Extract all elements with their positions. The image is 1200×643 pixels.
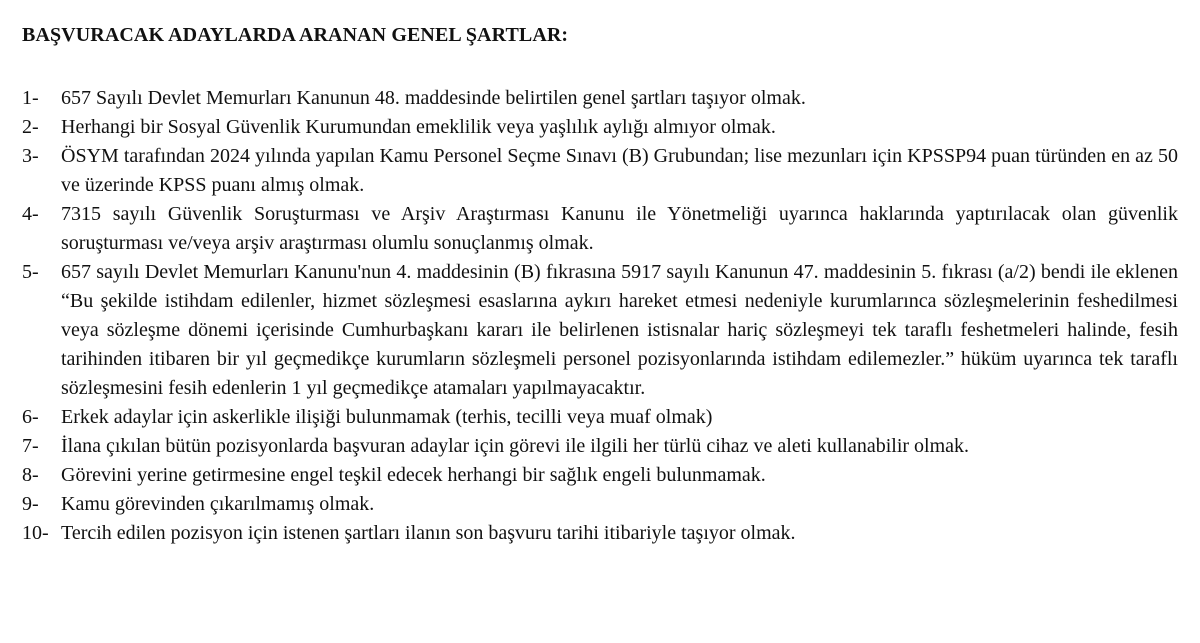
document-heading: BAŞVURACAK ADAYLARDA ARANAN GENEL ŞARTLAR: (22, 24, 569, 46)
item-text: Görevini yerine getirmesine engel teşkil edecek herhangi bir sağlık engeli bulunmamak. (61, 464, 766, 486)
item-number: 4- (22, 203, 39, 225)
item-text: 7315 sayılı Güvenlik Soruşturması ve Arşiv Araştırması Kanunu ile Yönetmeliği uyarınca haklarında yaptırılacak olan güvenlik soruşturması ve/veya arşiv araştırması olumlu sonuçlanmış olmak. (61, 203, 1178, 254)
item-number: 6- (22, 406, 39, 428)
list-item (22, 490, 1178, 519)
item-number: 5- (22, 261, 39, 283)
item-text: Tercih edilen pozisyon için istenen şartları ilanın son başvuru tarihi itibariyle taşıyor olmak. (61, 522, 796, 544)
item-number: 9- (22, 493, 39, 515)
item-text: ÖSYM tarafından 2024 yılında yapılan Kamu Personel Seçme Sınavı (B) Grubundan; lise mezunları için KPSSP94 puan türünden en az 50 ve üzerinde KPSS puanı almış olmak. (61, 145, 1178, 196)
list-item (22, 113, 1178, 142)
item-text: Erkek adaylar için askerlikle ilişiği bulunmamak (terhis, tecilli veya muaf olmak) (61, 406, 713, 428)
list-item (22, 84, 1178, 113)
list-item (22, 461, 1178, 490)
list-item (22, 142, 1178, 200)
list-item (22, 258, 1178, 403)
item-number: 3- (22, 145, 39, 167)
item-text: 657 Sayılı Devlet Memurları Kanunun 48. maddesinde belirtilen genel şartları taşıyor olmak. (61, 87, 806, 109)
item-text: Herhangi bir Sosyal Güvenlik Kurumundan emeklilik veya yaşlılık aylığı almıyor olmak. (61, 116, 776, 138)
requirements-list (22, 84, 1178, 548)
item-number: 2- (22, 116, 39, 138)
item-text: 657 sayılı Devlet Memurları Kanunu'nun 4. maddesinin (B) fıkrasına 5917 sayılı Kanunun 47. maddesinin 5. fıkrası (a/2) bendi ile eklenen “Bu şekilde istihdam edilenler, hizmet sözleşmesi esaslarına aykırı hareket etmesi nedeniyle kurumlarınca sözleşmelerinin feshedilmesi veya sözleşme dönemi içerisinde Cumhurbaşkanı kararı ile belirlenen istisnalar hariç sözleşmeyi tek taraflı feshetmeleri halinde, fesih tarihinden itibaren bir yıl geçmedikçe kurumların sözleşmeli personel pozisyonlarında istihdam edilemezler.” hüküm uyarınca tek taraflı sözleşmesini fesih edenlerin 1 yıl geçmedikçe atamaları yapılmayacaktır. (61, 261, 1178, 399)
document-page (22, 22, 1178, 548)
item-number: 1- (22, 87, 39, 109)
item-number: 7- (22, 435, 39, 457)
item-text: İlana çıkılan bütün pozisyonlarda başvuran adaylar için görevi ile ilgili her türlü cihaz ve aleti kullanabilir olmak. (61, 435, 970, 457)
item-number: 10- (22, 522, 49, 544)
list-item (22, 519, 1178, 548)
item-text: Kamu görevinden çıkarılmamış olmak. (61, 493, 375, 515)
list-item (22, 200, 1178, 258)
list-item (22, 432, 1178, 461)
item-number: 8- (22, 464, 39, 486)
list-item (22, 403, 1178, 432)
